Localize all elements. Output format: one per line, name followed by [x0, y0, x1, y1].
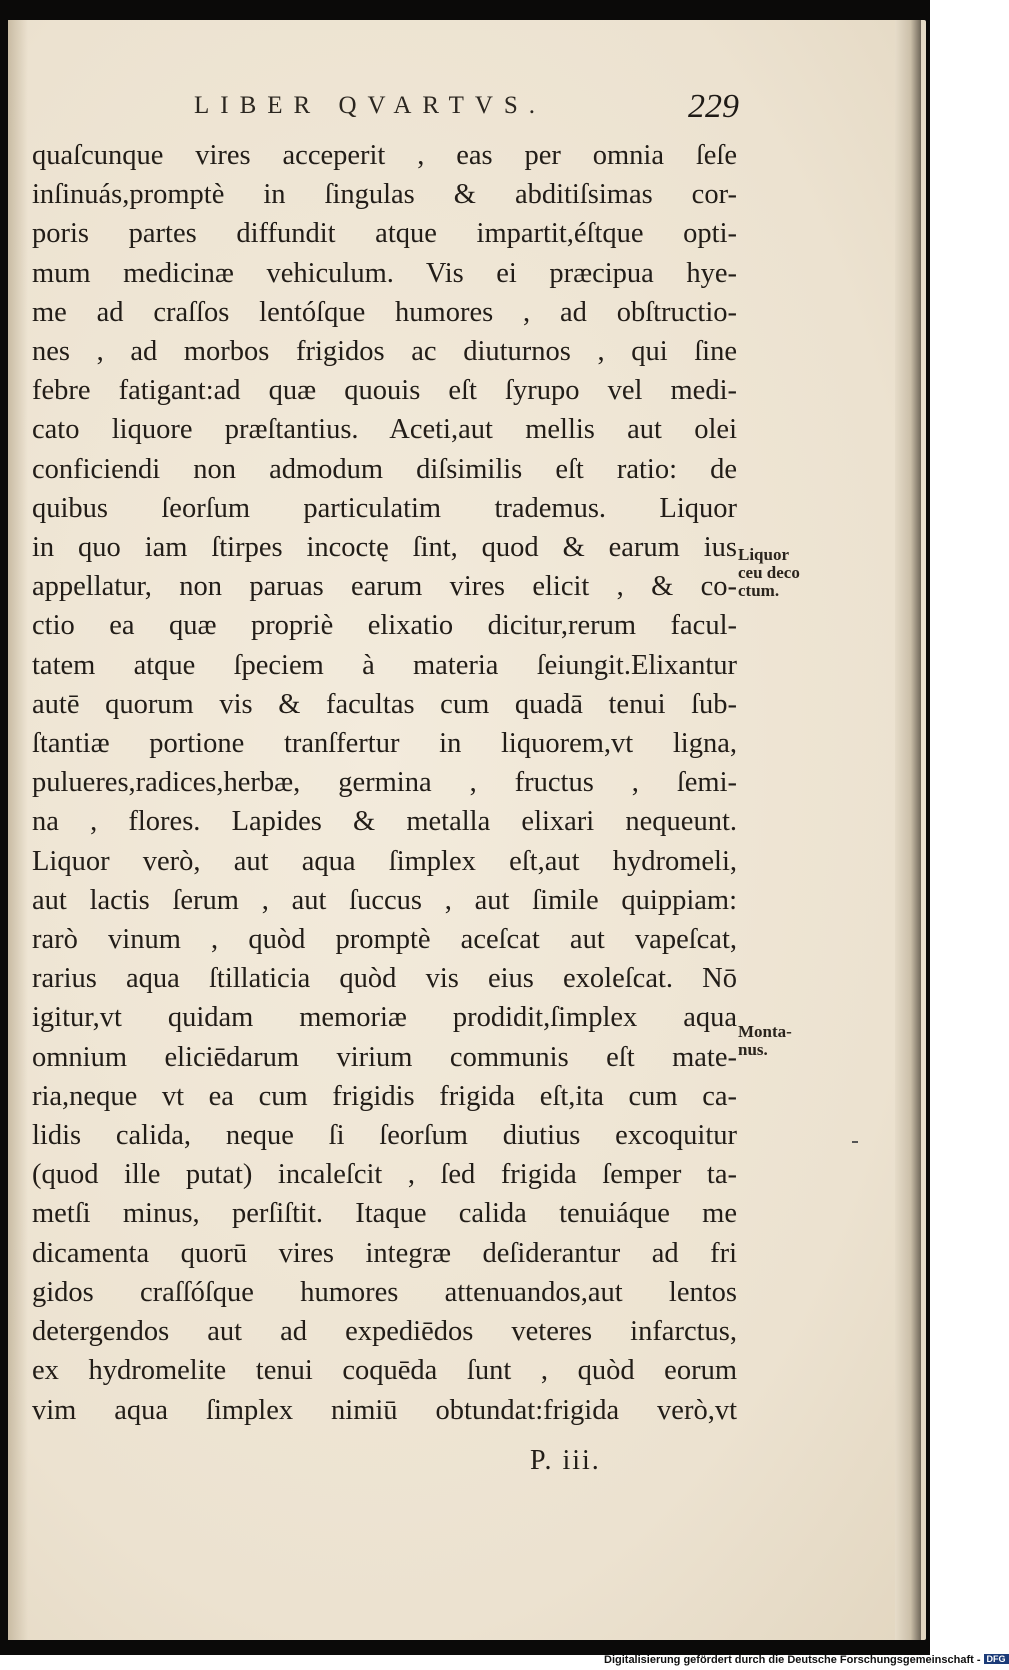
- text-line: detergendos aut ad expediēdos veteres infarctus,: [32, 1316, 737, 1348]
- text-line: aut lactis ſerum , aut ſuccus , aut ſimile quippiam:: [32, 884, 737, 916]
- text-line: metſi minus, perſiſtit. Itaque calida tenuiáque me: [32, 1198, 737, 1230]
- margin-note-line: Liquor: [738, 545, 790, 564]
- text-line: Liquor verò, aut aqua ſimplex eſt,aut hydromeli,: [32, 845, 737, 877]
- text-line: poris partes diffundit atque impartit,éſtque opti-: [32, 218, 737, 250]
- text-line: mum medicinæ vehiculum. Vis ei præcipua hye-: [32, 257, 737, 289]
- text-line: nes , ad morbos frigidos ac diuturnos , qui ſine: [32, 336, 737, 368]
- running-head: LIBER QVARTVS.: [194, 92, 547, 119]
- text-line: appellatur, non paruas earum vires elicit , & co-: [32, 571, 737, 603]
- page-edge: [895, 20, 921, 1640]
- text-line: gidos craſſóſque humores attenuandos,aut lentos: [32, 1276, 737, 1308]
- text-line: omnium eliciēdarum virium communis eſt mate-: [32, 1041, 737, 1073]
- text-line: rarò vinum , quòd promptè aceſcat aut vapeſcat,: [32, 924, 737, 956]
- text-line: vim aqua ſimplex nimiū obtundat:frigida verò,vt: [32, 1394, 737, 1426]
- digitization-footer: [604, 1654, 1009, 1666]
- margin-note-liquor: [738, 546, 800, 600]
- text-line: tatem atque ſpeciem à materia ſeiungit.Elixantur: [32, 649, 737, 681]
- text-line: autē quorum vis & facultas cum quadā tenui ſub-: [32, 688, 737, 720]
- body-text: [32, 136, 742, 1430]
- text-line: pulueres,radices,herbæ, germina , fructus , ſemi-: [32, 767, 737, 799]
- text-line: quaſcunque vires acceperit , eas per omnia ſeſe: [32, 140, 737, 171]
- text-line: febre fatigant:ad quæ quouis eſt ſyrupo vel medi-: [32, 375, 737, 407]
- text-line: lidis calida, neque ſi ſeorſum diutius excoquitur: [32, 1120, 737, 1152]
- text-line: igitur,vt quidam memoriæ prodidit,ſimplex aqua: [32, 1002, 737, 1034]
- text-line: conficiendi non admodum diſsimilis eſt ratio: de: [32, 453, 737, 485]
- margin-mark: [852, 1141, 858, 1143]
- text-line: in quo iam ſtirpes incoctę ſint, quod & earum ius: [32, 532, 737, 564]
- margin-note-line: ceu deco: [738, 563, 800, 582]
- footer-text: Digitalisierung gefördert durch die Deutsche Forschungsgemeinschaft -: [604, 1654, 981, 1666]
- margin-note-line: nus.: [738, 1040, 768, 1059]
- gutter-shadow: [8, 20, 28, 1640]
- text-line: inſinuás,promptè in ſingulas & abditiſsimas cor-: [32, 179, 737, 211]
- text-line: me ad craſſos lentóſque humores , ad obſtructio-: [32, 296, 737, 328]
- text-line: ſtantiæ portione tranſfertur in liquorem,vt ligna,: [32, 728, 737, 760]
- text-line: ria,neque vt ea cum frigidis frigida eſt,ita cum ca-: [32, 1080, 737, 1112]
- text-line: dicamenta quorū vires integræ deſiderantur ad fri: [32, 1237, 737, 1269]
- text-line: ex hydromelite tenui coquēda ſunt , quòd eorum: [32, 1355, 737, 1387]
- margin-note-line: ctum.: [738, 581, 780, 600]
- text-line: na , flores. Lapides & metalla elixari nequeunt.: [32, 806, 737, 838]
- text-line: cato liquore præſtantius. Aceti,aut mellis aut olei: [32, 414, 737, 446]
- signature-mark: P. iii.: [530, 1445, 601, 1476]
- text-line: (quod ille putat) incaleſcit , ſed frigida ſemper ta-: [32, 1159, 737, 1191]
- text-line: ctio ea quæ propriè elixatio dicitur,rerum facul-: [32, 610, 737, 642]
- margin-note-montanus: [738, 1023, 792, 1059]
- margin-note-line: Monta-: [738, 1022, 792, 1041]
- dfg-logo: DFG: [984, 1654, 1009, 1664]
- text-line: quibus ſeorſum particulatim trademus. Liquor: [32, 492, 737, 524]
- text-line: rarius aqua ſtillaticia quòd vis eius exoleſcat. Nō: [32, 963, 737, 995]
- page-number: 229: [688, 88, 739, 125]
